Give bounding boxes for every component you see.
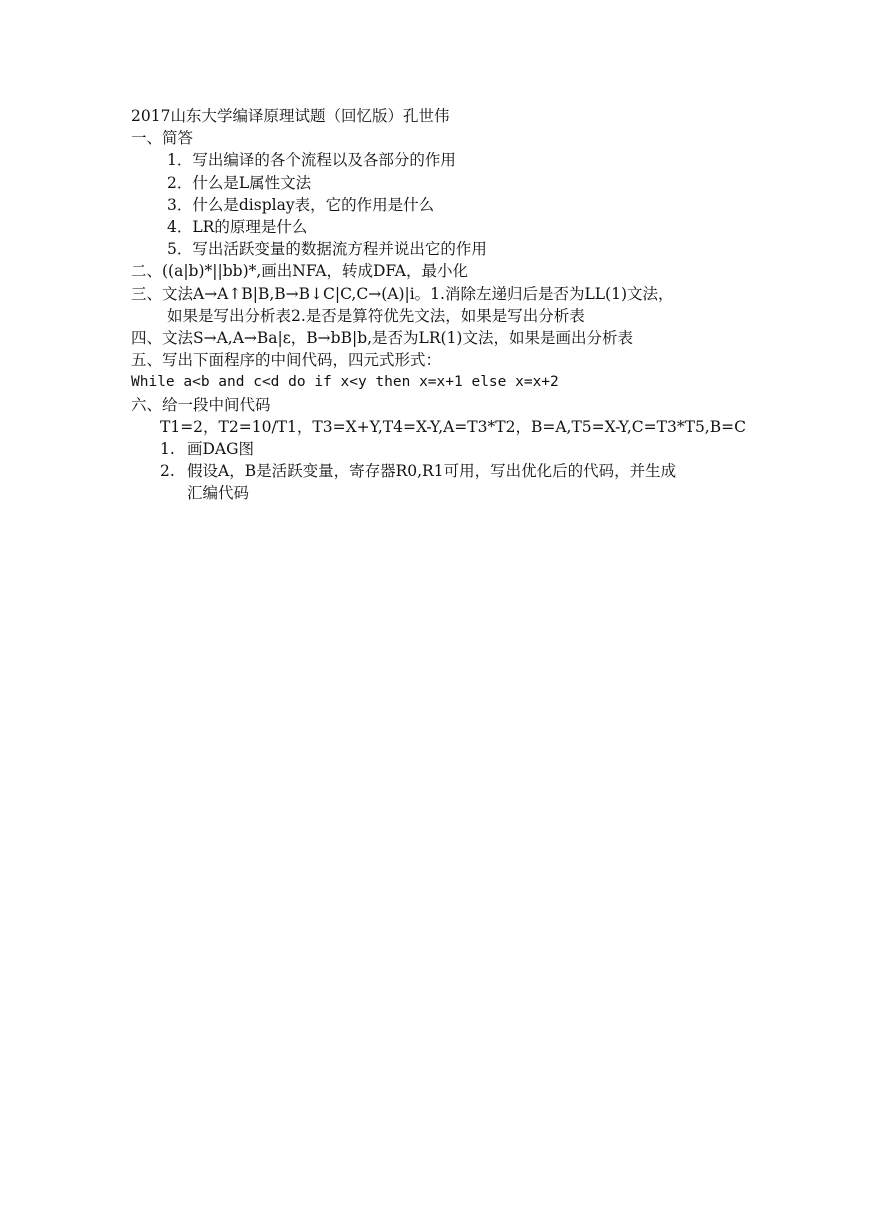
section1-item-5: 5．写出活跃变量的数据流方程并说出它的作用: [167, 240, 487, 259]
section1-heading: 一、简答: [131, 129, 194, 148]
section3-line2: 如果是写出分析表2.是否是算符优先文法，如果是写出分析表: [167, 306, 585, 325]
sub-item-number: 1.: [160, 440, 175, 459]
section1-item-3: 3．什么是display表，它的作用是什么: [167, 195, 435, 214]
section6-heading: 六、给一段中间代码: [131, 395, 271, 414]
sub-item-text: 画DAG图: [187, 440, 255, 459]
document-title: 2017山东大学编译原理试题（回忆版）孔世伟: [131, 107, 450, 125]
section6-sub-item-2-continued: 汇编代码: [187, 484, 250, 503]
section1-item-1: 1．写出编译的各个流程以及各部分的作用: [167, 151, 456, 170]
section5-heading: 五、写出下面程序的中间代码，四元式形式：: [131, 351, 442, 370]
section6-code: T1=2，T2=10/T1，T3=X+Y,T4=X-Y,A=T3*T2，B=A,T5=X-Y,C=T3*T5,B=C: [160, 417, 746, 436]
sub-item-number: 2.: [160, 462, 175, 481]
section3-line1: 三、文法A→A↑B|B,B→B↓C|C,C→(A)|i。1.消除左递归后是否为LL(1)文法，: [131, 284, 674, 303]
section2-text: 二、((a|b)*||bb)*,画出NFA，转成DFA，最小化: [131, 262, 468, 281]
sub-item-text: 假设A，B是活跃变量，寄存器R0,R1可用，写出优化后的代码，并生成: [187, 462, 677, 481]
section6-sub-item-1: [131, 438, 751, 460]
section6-sub-item-2: [131, 460, 751, 482]
section4-text: 四、文法S→A,A→Ba|ε，B→bB|b,是否为LR(1)文法，如果是画出分析表: [131, 329, 633, 348]
section1-item-4: 4．LR的原理是什么: [167, 218, 308, 237]
section1-item-2: 2．什么是L属性文法: [167, 173, 312, 192]
document-content: [131, 105, 751, 505]
section5-code: While a<b and c<d do if x<y then x=x+1 else x=x+2: [131, 374, 559, 391]
